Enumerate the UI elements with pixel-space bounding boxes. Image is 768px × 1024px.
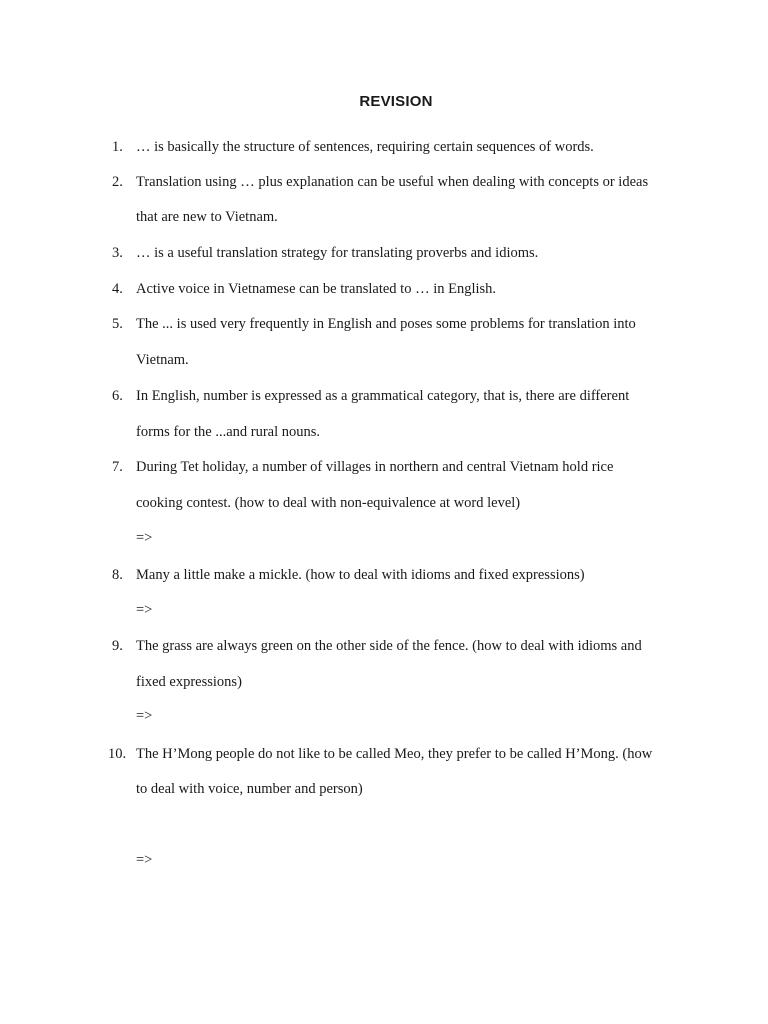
item-text-line: Active voice in Vietnamese can be translated to … in English. xyxy=(136,281,497,297)
item-text-line: Many a little make a mickle. (how to deal with idioms and fixed expressions) xyxy=(136,567,585,583)
item-text-line: In English, number is expressed as a grammatical category, that is, there are different xyxy=(136,388,630,404)
item-text-line: The grass are always green on the other side of the fence. (how to deal with idioms and xyxy=(136,638,642,654)
item-text-line: Translation using … plus explanation can be useful when dealing with concepts or ideas xyxy=(136,174,649,190)
item-text-line: … is a useful translation strategy for translating proverbs and idioms. xyxy=(136,245,539,261)
answer-arrow: => xyxy=(136,602,153,618)
item-number: 3. xyxy=(112,245,123,261)
item-text-line: The H’Mong people do not like to be called Meo, they prefer to be called H’Mong. (how xyxy=(136,746,653,762)
item-number: 6. xyxy=(112,388,123,404)
item-number: 4. xyxy=(112,281,123,297)
item-number: 10. xyxy=(108,746,127,762)
answer-arrow: => xyxy=(136,530,153,546)
item-text-line: forms for the ...and rural nouns. xyxy=(136,424,321,440)
item-number: 7. xyxy=(112,459,123,475)
item-text-line: The ... is used very frequently in English and poses some problems for translation into xyxy=(136,316,636,332)
item-text-line: Vietnam. xyxy=(136,352,189,368)
item-text-line: to deal with voice, number and person) xyxy=(136,781,363,797)
item-text-line: fixed expressions) xyxy=(136,674,242,690)
item-number: 8. xyxy=(112,567,123,583)
page-title: REVISION xyxy=(359,93,433,110)
item-number: 2. xyxy=(112,174,123,190)
answer-arrow: => xyxy=(136,852,153,868)
item-text-line: cooking contest. (how to deal with non-equivalence at word level) xyxy=(136,495,521,511)
item-number: 9. xyxy=(112,638,123,654)
item-number: 1. xyxy=(112,139,123,155)
item-text-line: that are new to Vietnam. xyxy=(136,209,278,225)
item-text-line: … is basically the structure of sentences, requiring certain sequences of words. xyxy=(136,139,594,155)
answer-arrow: => xyxy=(136,708,153,724)
item-text-line: During Tet holiday, a number of villages in northern and central Vietnam hold rice xyxy=(136,459,614,475)
item-number: 5. xyxy=(112,316,123,332)
